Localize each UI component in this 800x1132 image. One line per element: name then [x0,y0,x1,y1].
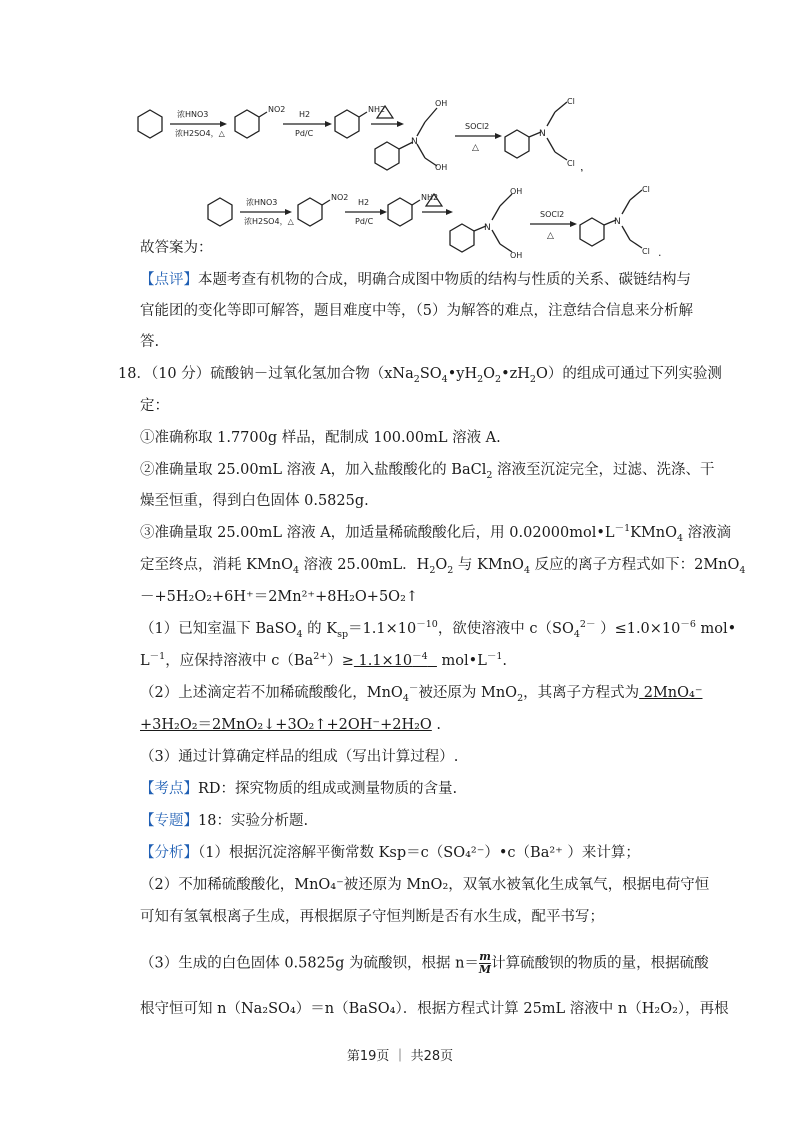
kaodian-tag: 【考点】 [140,781,198,797]
svg-text:OH: OH [435,163,448,172]
comment-line-2: 官能团的变化等即可解答，题目难度中等，（5）为解答的难点，注意结合信息来分析解 [140,303,693,319]
svg-text:N: N [411,137,418,147]
comment-tag: 【点评】 [140,272,198,288]
fenxi-line-1: 【分析】（1）根据沉淀溶解平衡常数 Ksp＝c（SO₄²⁻）•c（Ba²⁺ ）来计算； [140,845,640,861]
svg-text:Cl: Cl [567,159,575,168]
svg-text:Cl: Cl [642,185,650,194]
benzene-ring-icon [138,110,162,138]
fenxi-line-3: 可知有氢氧根离子生成，再根据原子守恒判断是否有水生成，配平书写； [140,909,604,925]
reagent-hno3: 浓HNO3 [177,110,209,119]
svg-text:△: △ [472,143,479,153]
svg-text:OH: OH [510,187,523,196]
svg-text:SOCl2: SOCl2 [540,210,565,219]
q18-step2-line2: 燥至恒重，得到白色固体 0.5825g. [140,493,369,509]
q18-part1: （1）已知室温下 BaSO$_4$ 的 $K_{sp}=1.1\times 10^{-10}$，欲使溶液中 $c(SO_4^{2-}$ ）$\le 1.0\times 10^{-6}$ mol• [140,619,737,640]
svg-text:Pd/C: Pd/C [355,217,374,226]
zhuanti-tag: 【专题】 [140,813,198,829]
svg-text:，: ， [580,160,591,172]
answer-intro: 故答案为： [140,240,213,256]
svg-text:.: . [658,246,662,259]
reaction-scheme-1 [125,92,595,176]
reagent-h2: H2 [299,110,311,119]
q18-part2-line2: +3H₂O₂＝2MnO₂↓+3O₂↑+2OH⁻+2H₂O . [140,717,442,733]
answer-1: $1.1\times 10^{-4}$ [353,651,428,669]
svg-text:N: N [484,223,491,233]
q18-title-line2: 定： [140,398,169,414]
fenxi-line-2: （2）不加稀硫酸酸化，MnO₄⁻被还原为 MnO₂，双氧水被氧化生成氧气，根据电荷守恒 [140,877,710,893]
comment-line-1: 【点评】本题考查有机物的合成，明确合成图中物质的结构与性质的关系、碳链结构与 [140,272,691,288]
nh2-label: NH2 [368,105,386,114]
q18-title: 18．（10 分）硫酸钠－过氧化氢加合物$(xNa_2SO_4•yH_2O_2•zH_2O)$的组成可通过下列实验测 [118,366,722,385]
svg-text:NH2: NH2 [421,193,439,202]
answer-2-part1: 2MnO₄⁻ [639,685,703,701]
q18-part2: （2）上述滴定若不加稀硫酸酸化，MnO$_4$－被还原为 MnO$_2$，其离子方程式为 2MnO₄⁻ [140,683,703,704]
reaction-scheme-2 [200,180,670,264]
reagent-h2so4: 浓H2SO4，△ [175,129,225,138]
svg-text:浓HNO3: 浓HNO3 [246,198,278,207]
svg-text:N: N [539,129,546,139]
q18-step3-line3: －+5H₂O₂+6H⁺＝2Mn²⁺+8H₂O+5O₂↑ [140,589,419,605]
svg-text:浓H2SO4，△: 浓H2SO4，△ [244,217,294,226]
q18-step3: ③准确量取 25.00mL 溶液 A，加适量稀硫酸酸化后，用 $0.02000mol•L^{-1}KMnO_4$ 溶液滴 [140,523,732,544]
svg-text:Cl: Cl [642,247,650,256]
no2-label: NO2 [268,105,286,114]
comment-line-3: 答. [140,334,160,350]
fenxi-line-5: 根守恒可知 n（Na₂SO₄）＝n（BaSO₄）．根据方程式计算 25mL 溶液中 n（H₂O₂），再根 [140,1001,729,1017]
svg-text:OH: OH [435,99,448,108]
reagent-socl2: SOCl2 [465,122,490,131]
svg-text:H2: H2 [358,198,370,207]
q18-part1-line2: $L^{-1}$，应保持溶液中 $c(Ba^{2+})\ge 1.1\times 10^{-4}$ $mol•L^{-1}$. [140,651,508,669]
fenxi-tag: 【分析】 [140,845,198,861]
q18-part3: （3）通过计算确定样品的组成（写出计算过程）. [140,749,459,765]
fraction-m-over-M: $\frac{m}{M}$ [478,950,492,976]
q18-step1: ①准确称取 1.7700g 样品，配制成 100.00mL 溶液 A. [140,430,501,446]
svg-text:OH: OH [510,251,523,260]
svg-text:NO2: NO2 [331,193,349,202]
q18-step3-line2: 定至终点，消耗 KMnO$_4$ 溶液 25.00mL．$H_2O_2$ 与 KMnO$_4$ 反应的离子方程式如下：2MnO$_4$ [140,557,746,576]
kaodian: 【考点】RD：探究物质的组成或测量物质的含量. [140,781,458,797]
zhuanti: 【专题】18：实验分析题. [140,813,309,829]
svg-text:△: △ [547,231,554,241]
fenxi-line-4: （3）生成的白色固体 0.5825g 为硫酸钡，根据 n＝ $\frac{m}{M}$ 计算硫酸钡的物质的量，根据硫酸 [140,950,709,976]
svg-text:Cl: Cl [567,97,575,106]
svg-text:N: N [614,217,621,227]
q18-step2: ②准确量取 25.00mL 溶液 A，加入盐酸酸化的 BaCl$_2$ 溶液至沉淀完全，过滤、洗涤、干 [140,462,715,481]
reagent-pdc: Pd/C [295,129,314,138]
page-footer: 第19页 ｜ 共28页 [346,1049,454,1064]
answer-2-part2: +3H₂O₂＝2MnO₂↓+3O₂↑+2OH⁻+2H₂O [140,717,432,733]
